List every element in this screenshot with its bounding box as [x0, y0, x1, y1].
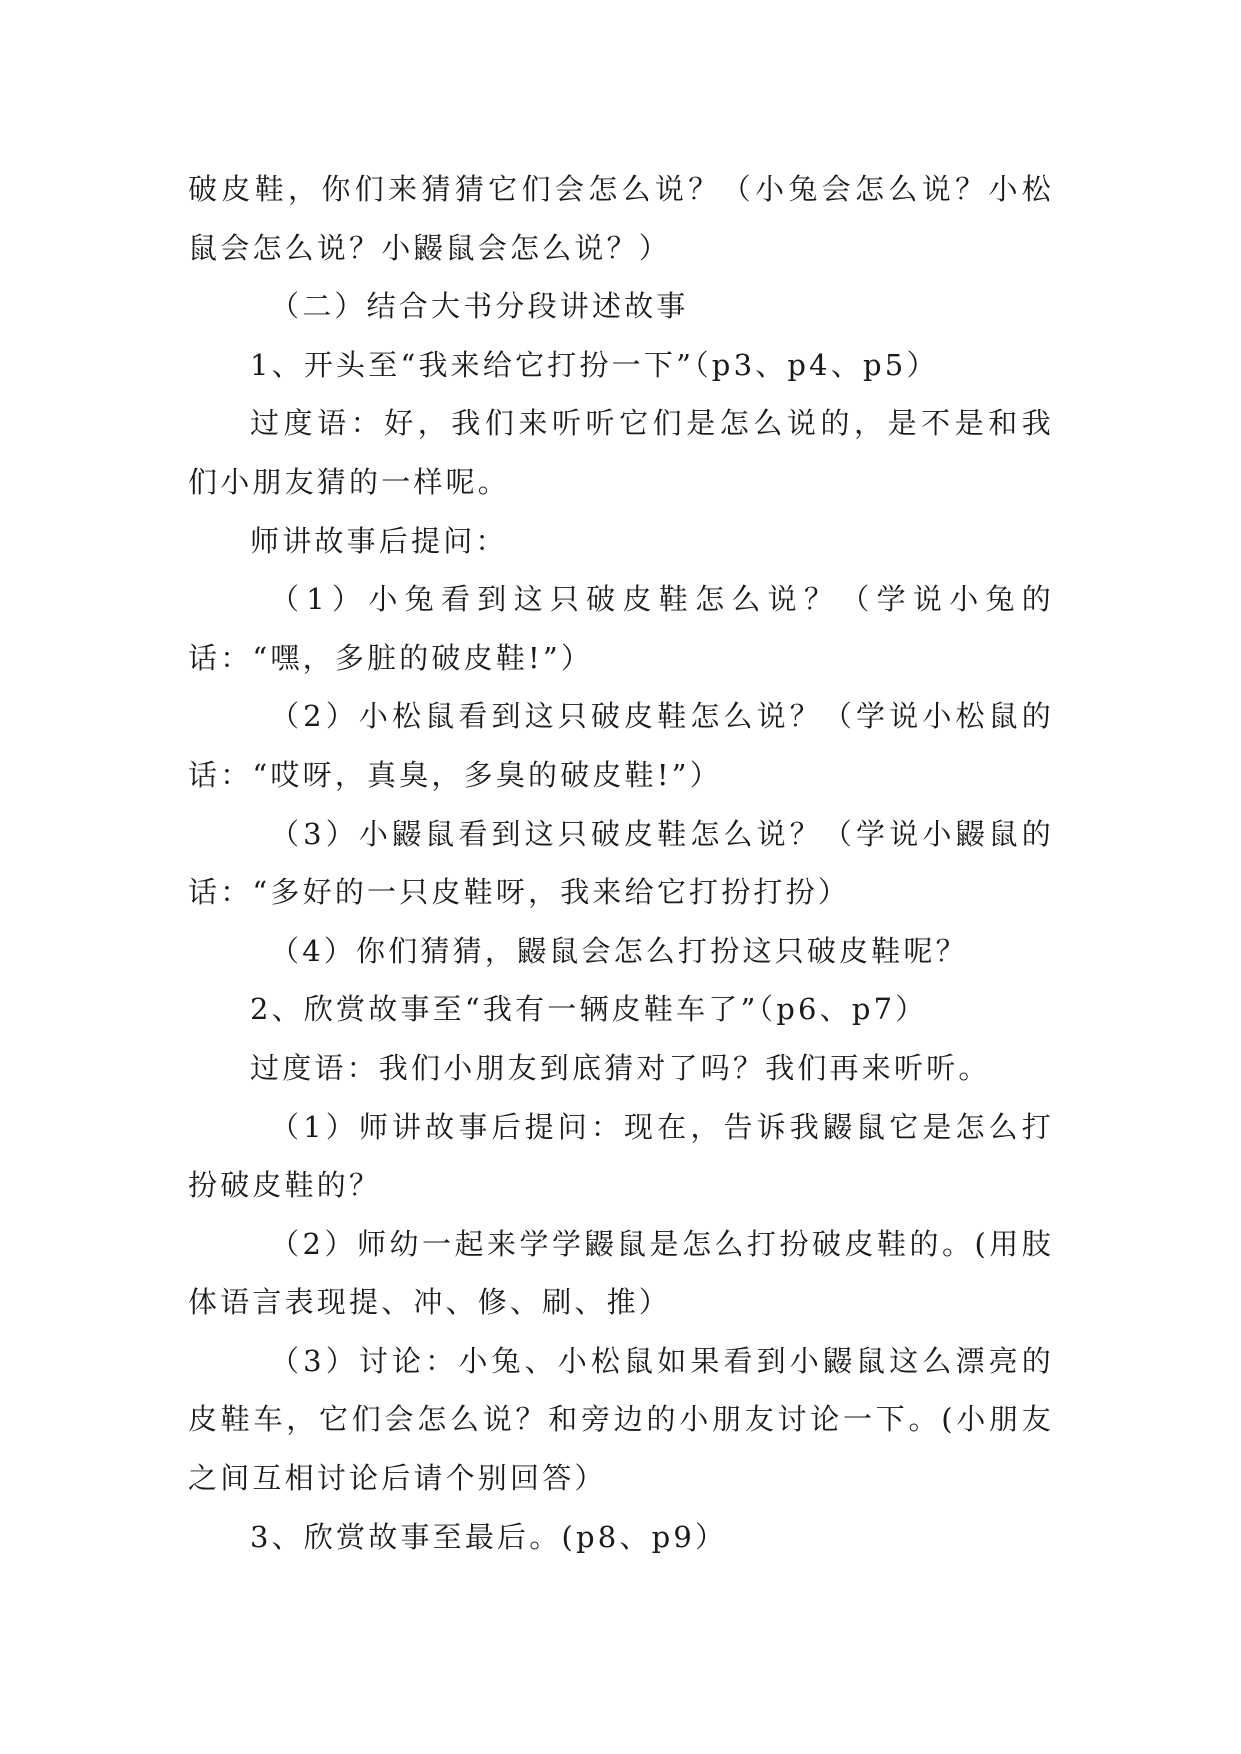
- section-heading: （二）结合大书分段讲述故事: [270, 289, 689, 324]
- question-intro: 师讲故事后提问：: [250, 523, 508, 558]
- step-heading-3: 3、欣赏故事至最后。(p8、p9）: [250, 1519, 728, 1554]
- transition-text-1: 过度语：好，我们来听听它们是怎么说的，是不是和我们小朋友猜的一样呢。: [188, 406, 1054, 499]
- question-2: （2）小松鼠看到这只破皮鞋怎么说？（学说小松鼠的话：“哎呀，真臭，多臭的破皮鞋!”）: [188, 699, 1054, 792]
- step-heading-1: 1、开头至“我来给它打扮一下”（p3、p4、p5）: [250, 347, 939, 382]
- transition-text-2: 过度语：我们小朋友到底猜对了吗？我们再来听听。: [250, 1050, 991, 1085]
- paragraph-continuation: 破皮鞋，你们来猜猜它们会怎么说？（小兔会怎么说？小松鼠会怎么说？小鼹鼠会怎么说？）: [188, 172, 1054, 265]
- sub-item-2: （2）师幼一起来学学鼹鼠是怎么打扮破皮鞋的。(用肢体语言表现提、冲、修、刷、推）: [188, 1226, 1054, 1320]
- sub-item-1: （1）师讲故事后提问：现在，告诉我鼹鼠它是怎么打扮破皮鞋的？: [188, 1109, 1054, 1203]
- document-body: [188, 160, 1054, 1566]
- question-4: （4）你们猜猜，鼹鼠会怎么打扮这只破皮鞋呢？: [270, 933, 968, 968]
- question-3: （3）小鼹鼠看到这只破皮鞋怎么说？（学说小鼹鼠的话：“多好的一只皮鞋呀，我来给它打扮打扮）: [188, 816, 1054, 910]
- sub-item-3: （3）讨论：小兔、小松鼠如果看到小鼹鼠这么漂亮的皮鞋车，它们会怎么说？和旁边的小朋友讨论一下。(小朋友之间互相讨论后请个别回答）: [188, 1343, 1054, 1496]
- question-1: （1）小兔看到这只破皮鞋怎么说？（学说小兔的话：“嘿，多脏的破皮鞋!”）: [188, 582, 1054, 675]
- step-heading-2: 2、欣赏故事至“我有一辆皮鞋车了”（p6、p7）: [250, 992, 928, 1027]
